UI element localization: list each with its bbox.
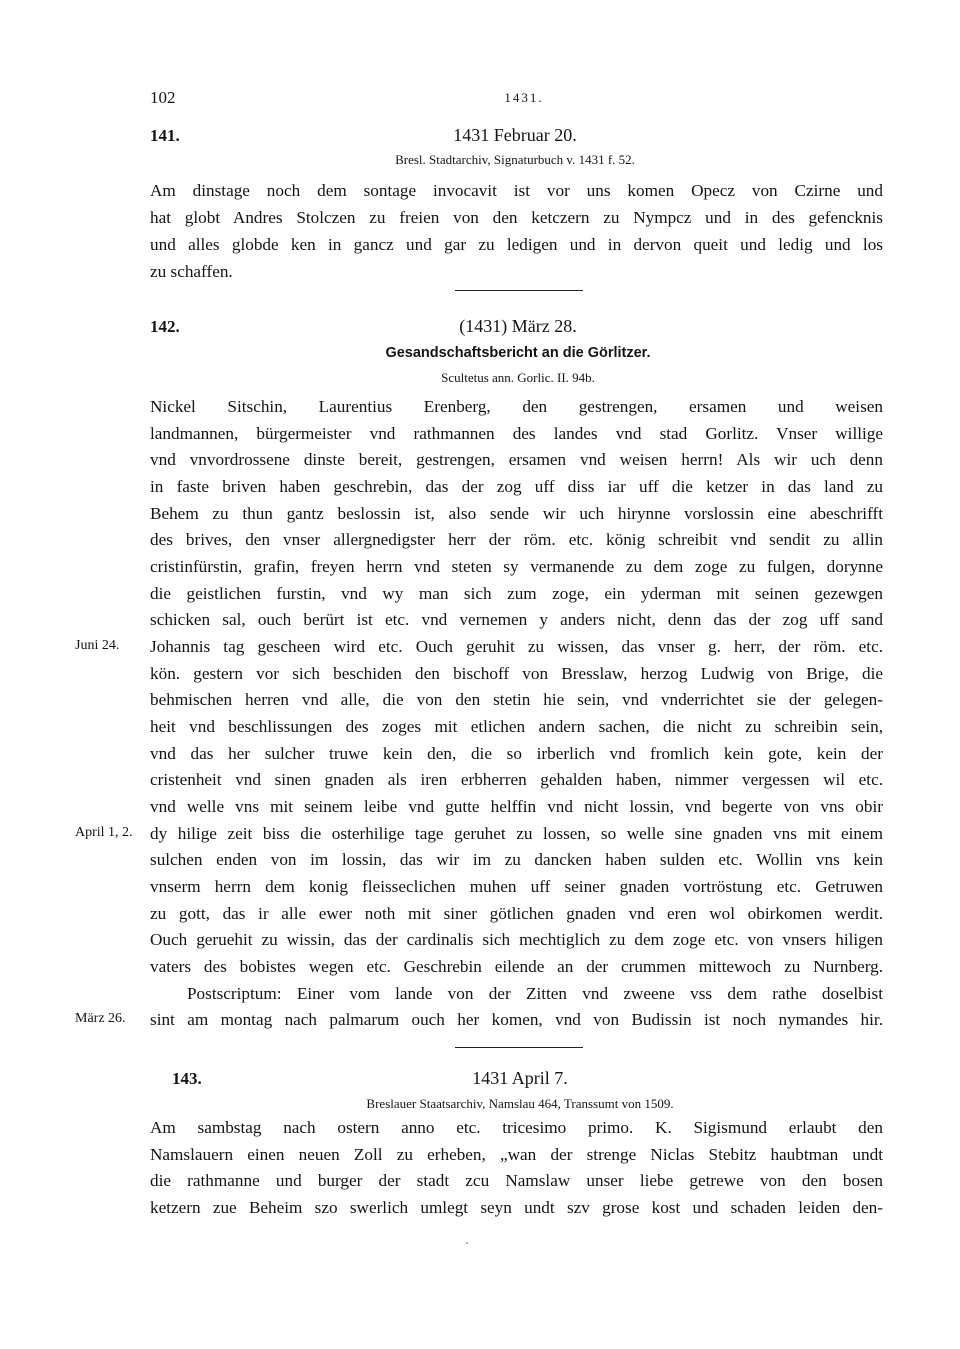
text-line: zu gott, das ir alle ewer noth mit siner götlichen gnaden vnd eren wol obirkomen werdit. <box>150 904 883 923</box>
margin-note: April 1, 2. <box>75 825 133 840</box>
text-line: vaters des bobistes wegen etc. Geschrebin eilende an der crummen mittewoch zu Nurnberg. <box>150 957 883 976</box>
text-line: und alles globde ken in gancz und gar zu ledigen und in dervon queit und ledig und los <box>150 235 883 254</box>
margin-note: März 26. <box>75 1011 126 1026</box>
text-line: schicken sal, ouch berürt ist etc. vnd vernemen y anders nicht, denn das der zog uff sand <box>150 610 883 629</box>
entry-date: 1431 April 7. <box>472 1068 568 1088</box>
entry-number: 142. <box>150 317 180 336</box>
entry-source: Breslauer Staatsarchiv, Namslau 464, Transsumt von 1509. <box>366 1096 674 1111</box>
text-line: cristenheit vnd sinen gnaden als iren erbherren gehalden haben, nimmer vergessen wil etc. <box>150 770 883 789</box>
text-line: heit vnd beschlissungen des zoges mit etlichen andern sachen, die nicht zu schreibin sein, <box>150 717 883 736</box>
entry-date: (1431) März 28. <box>459 316 577 336</box>
text-line: Nickel Sitschin, Laurentius Erenberg, den gestrengen, ersamen und weisen <box>150 397 883 416</box>
text-line: die geistlichen furstin, vnd wy man sich zum zoge, ein yderman mit seinen gezewgen <box>150 584 883 603</box>
text-line: vnd vnvordrossene dinste bereit, gestrengen, ersamen vnd weisen herrn! Als wir uch denn <box>150 450 883 469</box>
text-line: dy hilige zeit biss die osterhilige tage geruhet zu lossen, so welle sine gnaden vns mit einem <box>150 824 883 843</box>
entry-source: Bresl. Stadtarchiv, Signaturbuch v. 1431 f. 52. <box>395 152 635 167</box>
text-line: ketzern zue Beheim szo swerlich umlegt seyn undt szv grose kost und schaden leiden den- <box>150 1198 883 1217</box>
section-divider <box>455 1047 583 1048</box>
text-line: cristinfürstin, grafin, freyen herrn vnd steten sy vermanende zu dem zoge zu fulgen, dorynne <box>150 557 883 576</box>
text-line: Behem zu thun gantz beslossin ist, also sende wir uch hirynne vorslossin eine abeschrifft <box>150 504 883 523</box>
text-line: Namslauern einen neuen Zoll zu erheben, „wan der strenge Niclas Stebitz haubtman undt <box>150 1145 883 1164</box>
text-line: sint am montag nach palmarum ouch her komen, vnd von Budissin ist noch nymandes hir. <box>150 1010 883 1029</box>
text-line: zu schaffen. <box>150 262 233 281</box>
page-number: 102 <box>150 88 176 107</box>
text-line: behmischen herren vnd alle, die von den stetin hie sein, vnd vnderrichtet sie der gelegen- <box>150 690 883 709</box>
entry-number: 141. <box>150 126 180 145</box>
page-speck <box>466 1242 468 1244</box>
entry-date: 1431 Februar 20. <box>453 125 577 145</box>
text-line: hat globt Andres Stolczen zu freien von den ketczern zu Nympcz und in des gefencknis <box>150 208 883 227</box>
section-divider <box>455 290 583 291</box>
text-line: landmannen, bürgermeister vnd rathmannen des landes vnd stad Gorlitz. Vnser willige <box>150 424 883 443</box>
text-line: Postscriptum: Einer vom lande von der Zitten vnd zweene vss dem rathe doselbist <box>187 984 883 1003</box>
running-header-year: 1431. <box>504 90 544 105</box>
text-line: vnd das her sulcher truwe kein den, die so irberlich vnd fromlich kein gote, kein der <box>150 744 883 763</box>
text-line: Johannis tag gescheen wird etc. Ouch geruhit zu wissen, das vnser g. herr, der röm. etc. <box>150 637 883 656</box>
text-line: des brives, den vnser allergnedigster herr der röm. etc. könig schreibit vnd sendit zu allin <box>150 530 883 549</box>
entry-number: 143. <box>172 1069 202 1088</box>
text-line: Am sambstag nach ostern anno etc. tricesimo primo. K. Sigismund erlaubt den <box>150 1118 883 1137</box>
entry-title: Gesandschaftsbericht an die Görlitzer. <box>385 345 651 361</box>
text-line: sulchen enden von im lossin, das wir im zu dancken haben sulden etc. Wollin vns kein <box>150 850 883 869</box>
text-line: Am dinstage noch dem sontage invocavit ist vor uns komen Opecz von Czirne und <box>150 181 883 200</box>
text-line: vnd welle vns mit seinem leibe vnd gutte helffin vnd nicht lossin, vnd begerte von vns obir <box>150 797 883 816</box>
text-line: vnserm herrn dem konig fleisseclichen muhen uff seiner gnaden vortröstung etc. Getruwen <box>150 877 883 896</box>
entry-source: Scultetus ann. Gorlic. II. 94b. <box>441 370 595 385</box>
text-line: die rathmanne und burger der stadt zcu Namslaw unser liebe getrewe von den bosen <box>150 1171 883 1190</box>
text-line: Ouch geruehit zu wissin, das der cardinalis sich mechtiglich zu dem zoge etc. von vnsers hiligen <box>150 930 883 949</box>
text-line: kön. gestern vor sich beschiden den bischoff von Bresslaw, herzog Ludwig von Brige, die <box>150 664 883 683</box>
margin-note: Juni 24. <box>75 638 120 653</box>
text-line: in faste briven haben geschrebin, das der zog uff diss iar uff die ketzer in das land zu <box>150 477 883 496</box>
